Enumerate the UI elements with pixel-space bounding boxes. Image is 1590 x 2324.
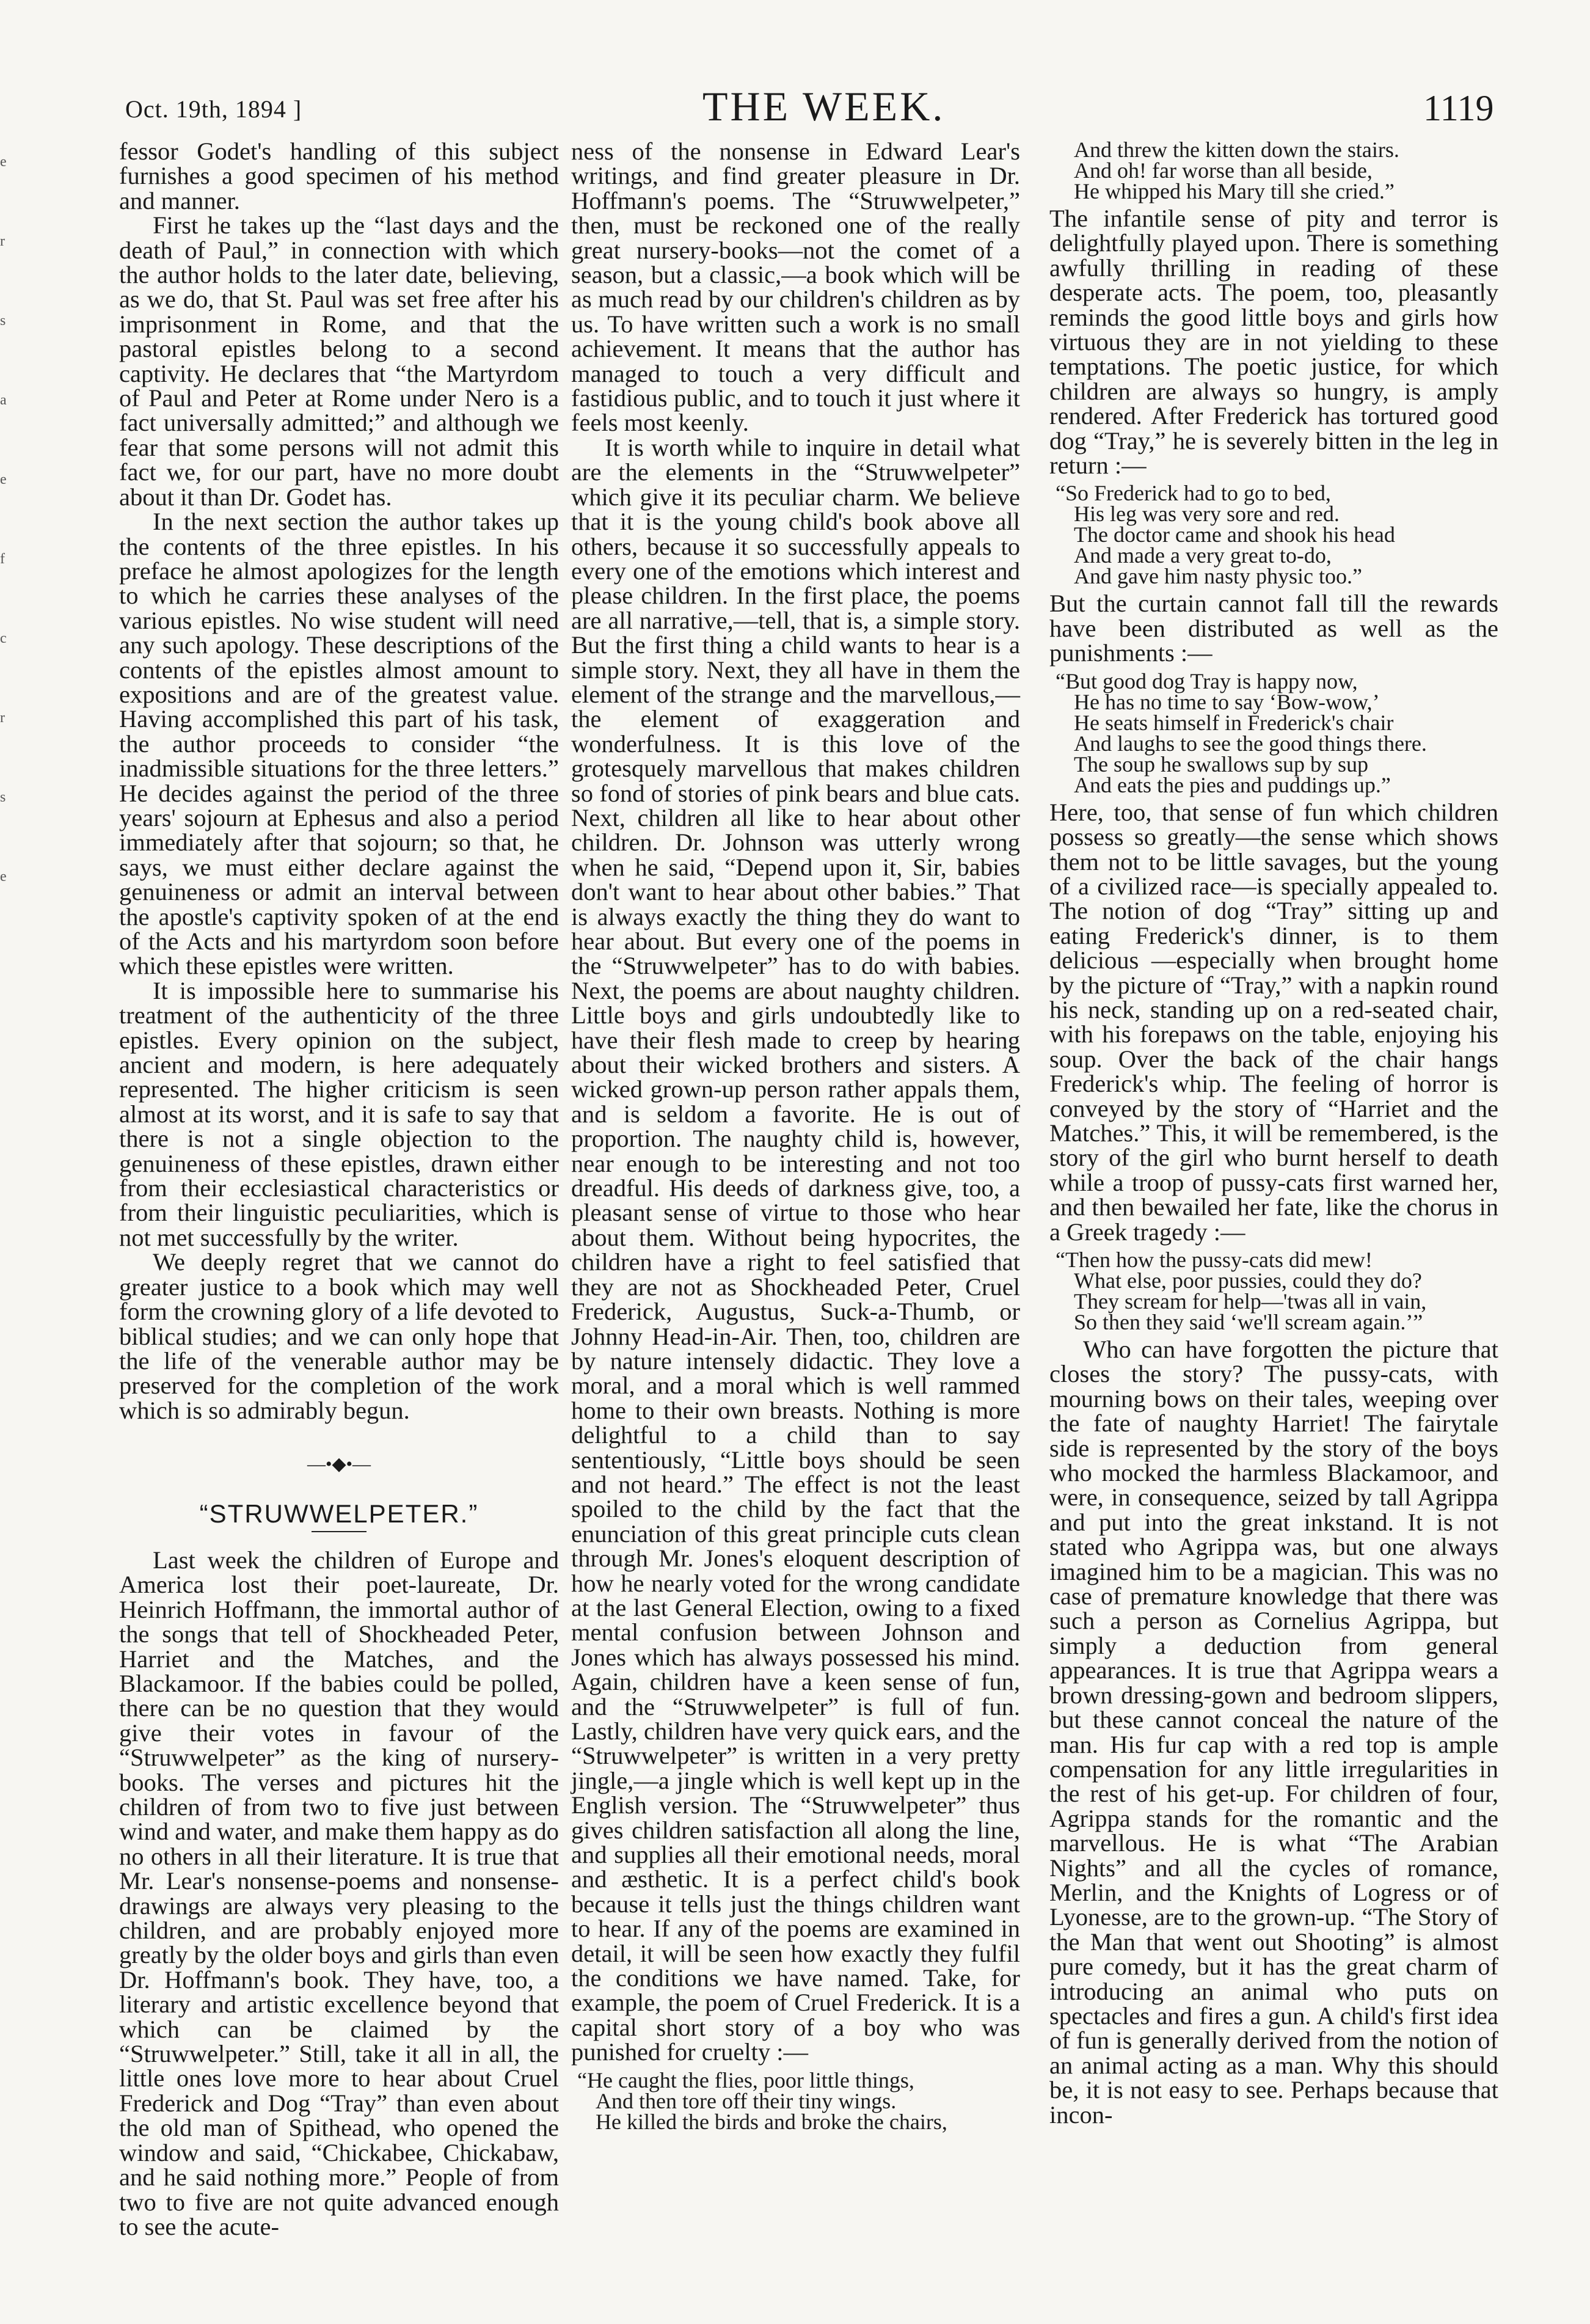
verse-line: And threw the kitten down the stairs.: [1074, 137, 1399, 162]
verse-line: His leg was very sore and red.: [1074, 502, 1340, 527]
verse-line: He whipped his Mary till she cried.”: [1074, 179, 1395, 203]
verse-line: “But good dog Tray is happy now,: [1056, 668, 1358, 693]
verse-line: “So Frederick had to go to bed,: [1056, 481, 1331, 506]
publication-title: THE WEEK.: [702, 83, 946, 130]
verse-cruel-frederick: [571, 2067, 1020, 2134]
title-rule: [312, 1531, 367, 1532]
verse-line: And gave him nasty physic too.”: [1074, 564, 1362, 589]
verse-line: He seats himself in Frederick's chair: [1074, 710, 1394, 735]
article-title: “STRUWWELPETER.”: [199, 1499, 479, 1528]
page-edge-marks: e r s a e f c r s e: [0, 154, 7, 885]
paragraph: Who can have forgotten the picture that closes the story? The pussy-cats, with mourning bows on their tales, weeping over the fate of naughty Harriet! The fairytale side is represented by the story of the boys who mocked the harmless Blackamoor, and were, in consequence, seized by tall Agrippa and put into the great inkstand. It is not stated who Agrippa was, but one always imagined him to be a magician. This was no case of premature knowledge that there was such a person as Cornelius Agrippa, but simply a deduction from general appearances. It is true that Agrippa wears a brown dressing-gown and bedroom slippers, but these cannot conceal the nature of the man. His fur cap with a red top is ample compensation for any little irregularities in the rest of his get-up. For children of four, Agrippa stands for the romantic and the marvellous. He is what “The Arabian Nights” and all the cycles of romance, Merlin, and the Knights of Logress or of Lyonesse, are to the grown-up. “The Story of the Man that went out Shooting” is almost pure comedy, but it has the great charm of introducing an animal who puts on spectacles and fires a gun. A child's first idea of fun is generally derived from the notion of an animal acting as a man. Why this should be, it is not easy to see. Perhaps because that incon-: [1049, 1336, 1498, 2129]
paragraph: First he takes up the “last days and the death of Paul,” in connection with which the author holds to the later date, believing, as we do, that St. Paul was set free after his imprisonment in Rome, and that the pastoral epistles belong to a second captivity. He declares that “the Martyrdom of Paul and Peter at Rome under Nero is a fact universally admitted;” and although we fear that some persons will not admit this fact we, for our part, have no more doubt about it than Dr. Godet has.: [119, 211, 559, 511]
column-middle: [571, 139, 1020, 2137]
paragraph: In the next section the author takes up the contents of the three epistles. In his preface he almost apologizes for the length to which he carries these analyses of the various epistles. No wise student will need any such apology. These descriptions of the contents of the epistles almost amount to expositions and are of the greatest value. Having accomplished this part of his task, the author proceeds to consider “the inadmissible situations for the three letters.” He decides against the period of the three years' sojourn at Ephesus and also a period immediately after that sojourn; so that, he says, we must either declare against the genuineness or admit an interval between the apostle's captivity spoken of at the end of the Acts and his martyrdom soon before which these epistles were written.: [119, 508, 559, 980]
verse-line: What else, poor pussies, could they do?: [1074, 1268, 1422, 1293]
issue-date: Oct. 19th, 1894 ]: [125, 95, 302, 123]
paragraph: It is worth while to inquire in detail what are the elements in the “Struwwelpeter” which give it its peculiar charm. We believe that it is the young child's book above all others, because it so successfully appeals to every one of the emotions which interest and please children. In the first place, the poems are all narrative,—tell, that is, a simple story. But the first thing a child wants to hear is a simple story. Next, they all have in them the element of the strange and the marvellous,—the element of exaggeration and wonderfulness. It is this love of the grotesquely marvellous that makes children so fond of stories of pink bears and blue cats. Next, children all like to hear about other children. Dr. Johnson was utterly wrong when he said, “Depend upon it, Sir, babies don't want to hear about other babies.” That is always exactly the thing they do want to hear about. But every one of the poems in the “Struwwelpeter” has to do with babies. Next, the poems are about naughty children. Little boys and girls undoubtedly like to have their flesh made to creep by hearing about their wicked brothers and sisters. A wicked grown-up person rather appals them, and is seldom a favorite. He is out of proportion. The naughty child is, however, near enough to be interesting and not too dreadful. His deeds of darkness give, too, a pleasant sense of virtue to those who hear about them. Without being hypocrites, the children have a right to feel satisfied that they are not as Shockheaded Peter, Cruel Frederick, Augustus, Suck-a-Thumb, or Johnny Head-in-Air. Then, too, children are by nature intensely didactic. They love a moral, and a moral which is well rammed home to their own breasts. Nothing is more delightful to a child than to say sententiously, “Little boys should be seen and not heard.” The effect is not the least spoiled to the child by the fact that the enunciation of this great principle cuts clean through Mr. Jones's eloquent description of how he nearly voted for the wrong candidate at the last General Election, owing to a fixed mental confusion between Johnson and Jones which has always possessed his mind. Again, children have a keen sense of fun, and the “Struwwelpeter” is full of fun. Lastly, children have very quick ears, and the “Struwwelpeter” is written in a very pretty jingle,—a jingle which is well kept up in the English version. The “Struwwelpeter” thus gives children satisfaction all along the line, and supplies all their emotional needs, moral and æsthetic. It is a perfect child's book because it tells just the things children want to hear. If any of the poems are examined in detail, it will be seen how exactly they fulfil the conditions we have named. Take, for example, the poem of Cruel Frederick. It is a capital short story of a boy who was punished for cruelty :—: [571, 433, 1020, 2066]
paragraph: But the curtain cannot fall till the rewards have been distributed as well as the punishments :—: [1049, 590, 1498, 667]
verse-dog-tray: [1049, 668, 1498, 797]
verse-line: And made a very great to-do,: [1074, 543, 1332, 568]
verse-line: He killed the birds and broke the chairs,: [596, 2109, 947, 2134]
paragraph: We deeply regret that we cannot do greater justice to a book which may well form the crowning glory of a life devoted to biblical studies; and we can only hope that the life of the venerable author may be preserved for the completion of the work which is so admirably begun.: [119, 1248, 559, 1424]
verse-line: “Then how the pussy-cats did mew!: [1056, 1248, 1373, 1272]
verse-line: They scream for help—'twas all in vain,: [1074, 1289, 1427, 1314]
verse-line: And eats the pies and puddings up.”: [1074, 772, 1391, 797]
paragraph: Last week the children of Europe and America lost their poet-laureate, Dr. Heinrich Hoffmann, the immortal author of the songs that tell of Shockheaded Peter, Harriet and the Matches, and the Blackamoor. If the babies could be polled, there can be no question that they would give their votes in favour of the “Struwwelpeter” as the king of nursery-books. The verses and pictures hit the children of from two to five just between wind and water, and make them happy as do no others in all their literature. It is true that Mr. Lear's nonsense-poems and nonsense-drawings are always very pleasing to the children, and are probably enjoyed more greatly by the older boys and girls than even Dr. Hoffmann's book. They have, too, a literary and artistic excellence beyond that which can be claimed by the “Struwwelpeter.” Still, take it all in all, the little ones love more to hear about Cruel Frederick and Dog “Tray” than even about the old man of Spithead, who opened the window and said, “Chickabee, Chickabaw, and he said nothing more.” People of from two to five are not quite advanced enough to see the acute-: [119, 1546, 559, 2240]
column-left: [119, 139, 559, 2239]
verse-line: “He caught the flies, poor little things,: [577, 2067, 914, 2092]
verse-line: So then they said ‘we'll scream again.’”: [1074, 1310, 1423, 1334]
verse-cruel-frederick-cont: [1049, 139, 1498, 202]
verse-line: And laughs to see the good things there.: [1074, 731, 1427, 756]
verse-line: The soup he swallows sup by sup: [1074, 751, 1368, 776]
paragraph: Here, too, that sense of fun which children possess so greatly—the sense which shows them not to be little savages, but the young of a civilized race—is specially appealed to. The notion of dog “Tray” sitting up and eating Frederick's dinner, is to them delicious —especially when brought home by the picture of “Tray,” with a napkin round his neck, standing up on a red-seated chair, with his forepaws on the table, enjoying his soup. Over the back of the chair hangs Frederick's whip. The feeling of horror is conveyed by the story of “Harriet and the Matches.” This, it will be remembered, is the story of the girl who burnt herself to death while a troop of pussy-cats first warned her, and then bewailed her fate, like the chorus in a Greek tragedy :—: [1049, 798, 1498, 1246]
page-number: 1119: [1423, 88, 1494, 128]
verse-frederick-bed: [1049, 481, 1498, 589]
verse-pussy-cats: [1049, 1249, 1498, 1332]
verse-line: The doctor came and shook his head: [1074, 522, 1395, 547]
paragraph: ness of the nonsense in Edward Lear's writings, and find greater pleasure in Dr. Hoffmann's poems. The “Struwwelpeter,” then, must be reckoned one of the really great nursery-books—not the comet of a season, but a classic,—a book which will be as much read by our children's children as by us. To have written such a work is no small achievement. It means that the author has managed to touch a very difficult and fastidious public, and to touch it just where it feels most keenly.: [571, 137, 1020, 437]
verse-line: And oh! far worse than all beside,: [1074, 158, 1373, 183]
column-right: [1049, 139, 1498, 2127]
verse-line: He has no time to say ‘Bow-wow,’: [1074, 689, 1380, 714]
page-header: [0, 82, 1590, 137]
paragraph: fessor Godet's handling of this subject furnishes a good specimen of his method and manner.: [119, 137, 559, 214]
verse-line: And then tore off their tiny wings.: [596, 2088, 897, 2113]
section-divider: —•◆•—: [307, 1454, 371, 1475]
paragraph: It is impossible here to summarise his treatment of the authenticity of the three epistles. Every opinion on the subject, ancient and modern, is here adequately represented. The higher criticism is seen almost at its worst, and it is safe to say that there is not a single objection to the genuineness of these epistles, drawn either from their ecclesiastical characteristics or from their linguistic peculiarities, which is not met successfully by the writer.: [119, 976, 559, 1251]
paragraph: The infantile sense of pity and terror is delightfully played upon. There is something awfully thrilling in reading of these desperate acts. The poem, too, pleasantly reminds the good little boys and girls how virtuous they are in not yielding to these temptations. The poetic justice, for which children are always so hungry, is amply rendered. After Frederick has tortured good dog “Tray,” he is severely bitten in the leg in return :—: [1049, 205, 1498, 480]
